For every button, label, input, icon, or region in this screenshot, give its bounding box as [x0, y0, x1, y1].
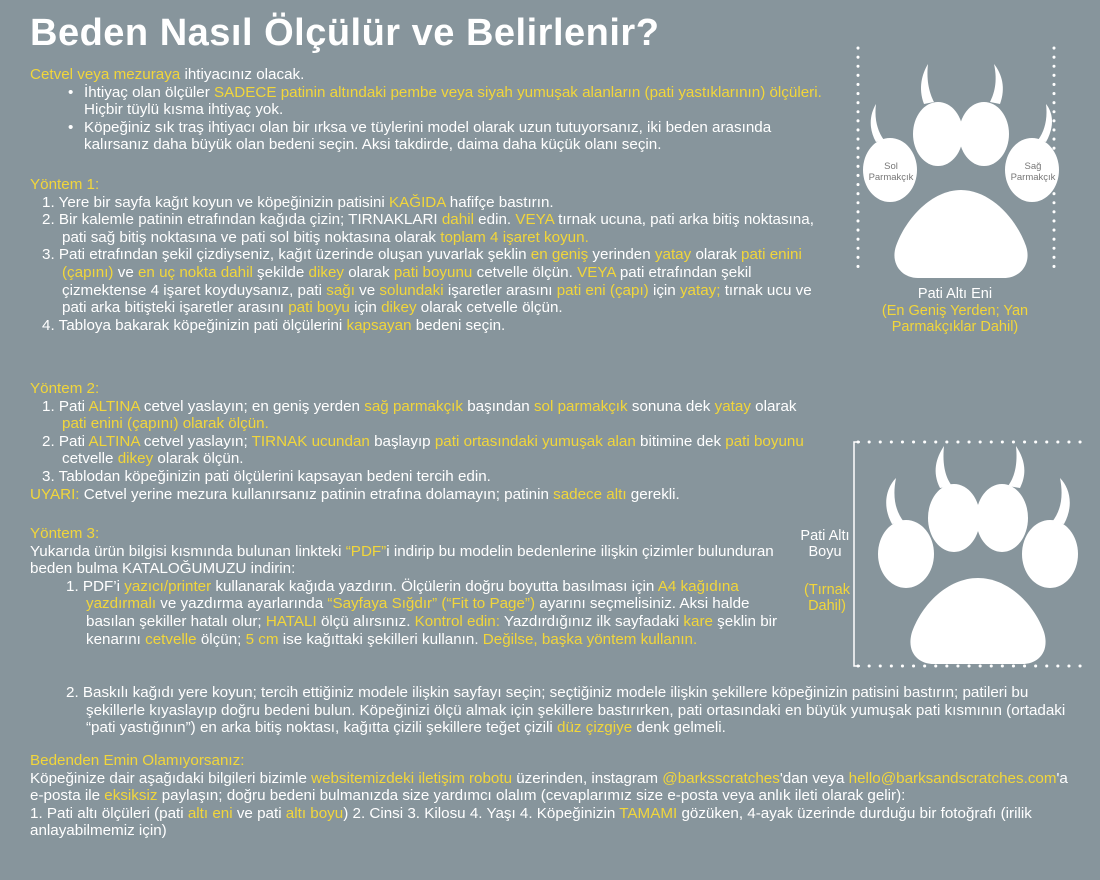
right-toe-label: Sağ Parmakçık [1010, 161, 1056, 183]
highlight-text: TIRNAK ucundan [251, 432, 370, 450]
highlight-text: en uç nokta dahil [137, 263, 253, 281]
length-label-sub: (Tırnak Dahil) [804, 582, 850, 614]
highlight-text: yatay [714, 397, 751, 415]
highlight-text: VEYA [577, 263, 616, 281]
paw-width-diagram [840, 40, 1080, 280]
highlight-text: VEYA [515, 211, 554, 229]
method2-step [30, 468, 825, 486]
highlight-text: solundaki [379, 281, 444, 299]
body-text: kullanarak kağıda yazdırın. Ölçülerin doğru boyutta basılması için [211, 577, 658, 595]
method1-section [30, 176, 820, 334]
highlight-text: altı boyu [285, 804, 344, 822]
body-text: başından [463, 397, 534, 415]
method3-step2-block [30, 684, 1080, 737]
method2-step [30, 398, 825, 433]
unsure-section [30, 752, 1080, 840]
length-label: Pati Altı Boyu [800, 528, 850, 560]
body-text: cetvel yaslayın; [139, 432, 252, 450]
width-caption-sub: (En Geniş Yerden; Yan Parmakçıklar Dahil) [881, 303, 1029, 335]
body-text: İhtiyaç olan ölçüler [84, 83, 215, 101]
body-text: sonuna dek [627, 397, 715, 415]
highlight-text: pati enini (çapını) [62, 246, 802, 281]
highlight-text: “PDF” [345, 542, 387, 560]
body-text: edin. [473, 211, 516, 229]
highlight-text: altı eni [187, 804, 233, 822]
intro-bullet [30, 84, 830, 119]
highlight-text: dikey [381, 299, 417, 317]
highlight-text: websitemizdeki iletişim robotu [311, 769, 513, 787]
highlight-text: hello@barksandscratches.com [848, 769, 1057, 787]
highlight-text: yatay [654, 246, 692, 264]
highlight-text: SADECE patinin altındaki pembe veya siyah yumuşak alanların (pati yastıklarının) ölçüleri. [214, 83, 822, 101]
body-text: cetvelle [62, 450, 118, 468]
body-text: bitimine dek [635, 432, 726, 450]
highlight-text: ALTINA [88, 397, 140, 415]
highlight-text: pati boyunu [725, 432, 804, 450]
method3-intro [30, 543, 790, 578]
body-text: denk gelmeli. [632, 719, 726, 737]
intro-line [30, 66, 830, 84]
body-text: bedeni seçin. [411, 316, 506, 334]
highlight-text: kapsayan [346, 316, 412, 334]
body-text: paylaşın; doğru bedeni bulmanızda size yardımcı olalım (cevaplarımız size e-posta veya anlık ileti olarak gelir): [157, 787, 906, 805]
body-text: 3. Tablodan köpeğinizin pati ölçülerini kapsayan bedeni tercih edin. [42, 467, 491, 485]
highlight-text: pati boyunu [393, 263, 473, 281]
body-text: ve pati [232, 804, 286, 822]
highlight-text: pati boyu [288, 299, 350, 317]
body-text: ölçü alırsınız. [316, 612, 415, 630]
highlight-text: dikey [117, 450, 154, 468]
body-text: olarak [750, 397, 797, 415]
highlight-text: dikey [308, 263, 345, 281]
body-text: gözüken, 4-ayak üzerinde durduğu bir fotoğrafı (irilik anlayabilmemiz için) [30, 804, 1032, 840]
highlight-text: @barksscratches [662, 769, 780, 787]
highlight-text: pati enini (çapını) olarak ölçün. [62, 415, 269, 433]
highlight-text: düz çizgiye [557, 719, 633, 737]
intro-section [30, 66, 830, 154]
body-text: i indirip bu modelin bedenlerine ilişkin çizimler bulunduran beden bulma KATALOĞUMUZU indirin: [30, 542, 774, 578]
method3-step [30, 578, 790, 648]
body-text: olarak ölçün. [153, 450, 244, 468]
highlight-text: HATALI [265, 612, 317, 630]
highlight-text: sağı [326, 281, 355, 299]
body-text: 3. Pati etrafından şekil çizdiyseniz, kağıt üzerinde oluşan yuvarlak şeklin [42, 246, 531, 264]
highlight-text: sadece altı [553, 485, 627, 503]
method1-step [30, 246, 820, 316]
method1-heading: Yöntem 1: [30, 176, 100, 193]
body-text: tırnak ucuna, pati arka bitiş noktasına, pati sağ bitiş noktasına ve pati sol bitiş noktasına olarak [62, 211, 814, 246]
unsure-list [30, 805, 1080, 840]
highlight-text: en geniş [530, 246, 589, 264]
body-text: üzerinden, instagram [512, 769, 663, 787]
highlight-text: Cetvel veya mezuraya [30, 66, 181, 83]
highlight-text: sağ parmakçık [364, 397, 463, 415]
body-text: 2. Bir kalemle patinin etrafından kağıda çizin; TIRNAKLARI [42, 211, 442, 229]
highlight-text: KAĞIDA [389, 193, 446, 211]
unsure-heading: Bedenden Emin Olamıyorsanız: [30, 752, 245, 769]
body-text: tırnak ucu ve pati arka bitişteki işaretler arasını [62, 281, 812, 317]
left-toe-label: Sol Parmakçık [868, 161, 914, 183]
body-text: Hiçbir tüylü kısma ihtiyaç yok. [84, 101, 284, 119]
page-title: Beden Nasıl Ölçülür ve Belirlenir? [30, 12, 660, 54]
body-text: 1. Pati [42, 397, 89, 415]
body-text: Yukarıda ürün bilgisi kısmında bulunan linkteki [30, 542, 346, 560]
body-text: işaretler arasını [443, 281, 557, 299]
paw-print-icon [878, 446, 1078, 664]
highlight-text: Değilse, başka yöntem kullanın. [482, 630, 698, 648]
body-text: pati etrafından şekil çizmektense 4 işaret koyduysanız, pati [62, 263, 752, 299]
body-text: ve yazdırma ayarlarında [156, 595, 328, 613]
highlight-text: Kontrol edin: [414, 612, 500, 630]
highlight-text: pati eni (çapı) [556, 281, 649, 299]
body-text: ise kağıttaki şekilleri kullanın. [278, 630, 483, 648]
body-text: 1. PDF’i [66, 577, 125, 595]
body-text: 2. Pati [42, 432, 89, 450]
highlight-text: eksiksiz [104, 787, 158, 805]
intro-bullet [30, 119, 830, 154]
highlight-text: ALTINA [88, 432, 140, 450]
body-text: gerekli. [626, 485, 680, 503]
body-text: şeklin bir kenarını [86, 612, 778, 648]
method3-heading: Yöntem 3: [30, 525, 100, 542]
method2-step [30, 433, 825, 468]
method2-heading: Yöntem 2: [30, 380, 100, 397]
highlight-text: toplam 4 işaret koyun. [440, 228, 589, 246]
body-text: ve [113, 263, 138, 281]
highlight-text: yazıcı/printer [124, 577, 212, 595]
body-text: için [349, 299, 382, 317]
highlight-text: dahil [441, 211, 474, 229]
highlight-text: UYARI: [30, 485, 80, 503]
body-text: cetvel yaslayın; en geniş yerden [139, 397, 365, 415]
body-text: ihtiyacınız olacak. [180, 66, 305, 83]
body-text: için [648, 281, 680, 299]
paw-length-diagram [840, 432, 1090, 672]
method1-step [30, 194, 820, 212]
body-text: Cetvel yerine mezura kullanırsanız patinin etrafına dolamayın; patinin [79, 485, 554, 503]
body-text: olarak [344, 263, 394, 281]
highlight-text: yatay; [679, 281, 721, 299]
highlight-text: “Sayfaya Sığdır” (“Fit to Page”) [327, 595, 536, 613]
body-text: Köpeğinize dair aşağıdaki bilgileri bizimle [30, 769, 312, 787]
method2-warning [30, 486, 825, 504]
body-text: ölçün; [196, 630, 246, 648]
highlight-text: A4 kağıdına yazdırmalı [86, 577, 739, 613]
body-text: başlayıp [369, 432, 435, 450]
body-text: 1. Pati altı ölçüleri (pati [30, 804, 188, 822]
method3-section [30, 525, 790, 648]
method1-step [30, 317, 820, 335]
bracket-left [854, 442, 860, 666]
body-text: ayarını seçmelisiniz. Aksi halde basılan şekiller hatalı olur; [86, 595, 750, 630]
method1-step [30, 211, 820, 246]
method2-section [30, 380, 825, 503]
body-text: yerinden [588, 246, 655, 264]
body-text: hafifçe bastırın. [445, 193, 554, 211]
body-text: Yazdırdığınız ilk sayfadaki [499, 612, 684, 630]
unsure-body [30, 770, 1080, 805]
body-text: ve [354, 281, 380, 299]
body-text: Köpeğiniz sık traş ihtiyacı olan bir ırksa ve tüylerini model olarak uzun tutuyorsanız, iki beden arasında kalırsanız daha büyük olan bedeni seçin. Aksi takdirde, daima daha küçük olanı seçin. [84, 118, 772, 154]
highlight-text: 5 cm [245, 630, 279, 648]
highlight-text: sol parmakçık [533, 397, 628, 415]
highlight-text: cetvelle [145, 630, 197, 648]
body-text: şekilde [252, 263, 309, 281]
body-text: 'a e-posta ile [30, 769, 1068, 805]
width-caption: Pati Altı Eni [917, 286, 993, 302]
highlight-text: TAMAMI [619, 804, 678, 822]
body-text: 4. Tabloya bakarak köpeğinizin pati ölçülerini [42, 316, 347, 334]
method3-step [30, 684, 1080, 737]
body-text: 'dan veya [779, 769, 849, 787]
highlight-text: pati ortasındaki yumuşak alan [434, 432, 636, 450]
highlight-text: kare [683, 612, 713, 630]
body-text: 1. Yere bir sayfa kağıt koyun ve köpeğinizin patisini [42, 193, 389, 211]
body-text: ) 2. Cinsi 3. Kilosu 4. Yaşı 4. Köpeğinizin [343, 804, 620, 822]
body-text: olarak [691, 246, 742, 264]
body-text: cetvelle ölçün. [472, 263, 578, 281]
body-text: 2. Baskılı kağıdı yere koyun; tercih ettiğiniz modele ilişkin sayfayı seçin; seçtiğiniz modele ilişkin şekillere köpeğinizin patisini bastırın; patileri bu şekillerle kıyaslayıp doğru bedeni bulun. Köpeğinizi ölçü almak için şekillere bastırırken, pati ortasındaki en büyük yumuşak pati kısmının (ortadaki “pati yastığının”) en arka bitiş noktası, kağıtta çizili şekillere teğet çizili [66, 684, 1066, 737]
body-text: olarak cetvelle ölçün. [416, 299, 563, 317]
